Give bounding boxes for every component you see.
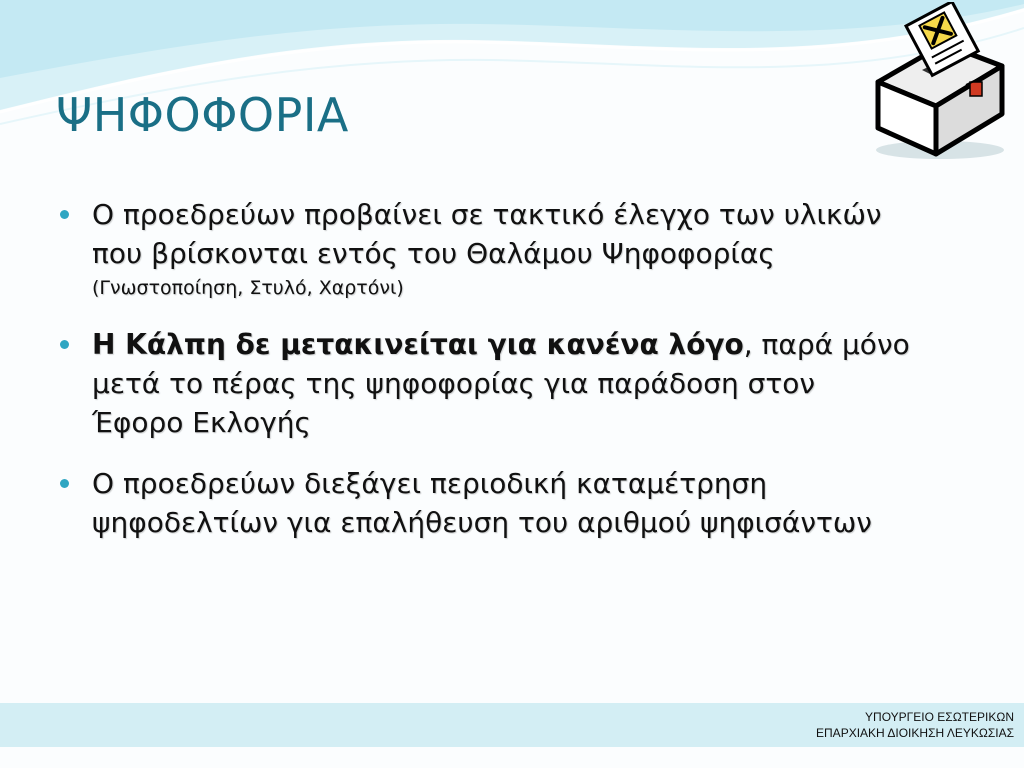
bullet-2-line-2: μετά το πέρας της ψηφοφορίας για παράδοση στον: [92, 367, 815, 400]
bullet-1-note: (Γνωστοποίηση, Στυλό, Χαρτόνι): [92, 277, 404, 299]
bullet-item-2: [60, 325, 980, 442]
footer-ministry: ΥΠΟΥΡΓΕΙΟ ΕΣΩΤΕΡΙΚΩΝ: [865, 710, 1014, 724]
footer-district: ΕΠΑΡΧΙΑΚΗ ΔΙΟΙΚΗΣΗ ΛΕΥΚΩΣΙΑΣ: [816, 726, 1014, 740]
bullet-3-line-1: Ο προεδρεύων διεξάγει περιοδική καταμέτρηση: [92, 467, 768, 500]
bullet-3-line-2: ψηφοδελτίων για επαλήθευση του αριθμού ψηφισάντων: [92, 506, 872, 539]
footer-text: [816, 709, 1014, 741]
ballot-box-icon: [852, 2, 1012, 162]
bullet-icon: [60, 210, 69, 219]
slide-title: ΨΗΦΟΦΟΡΙΑ: [56, 88, 349, 142]
bullet-list: [60, 195, 980, 564]
bullet-item-3: [60, 464, 980, 542]
bullet-2-line-1: [92, 325, 980, 364]
bullet-2-line-3: Έφορο Εκλογής: [92, 406, 311, 439]
footer-band: [0, 703, 1024, 747]
bullet-1-line-1: Ο προεδρεύων προβαίνει σε τακτικό έλεγχο των υλικών: [92, 198, 882, 231]
bullet-2-emphasis: Η Κάλπη δε μετακινείται για κανένα λόγο: [92, 328, 744, 361]
bullet-item-1: [60, 195, 980, 303]
bullet-2-line-1-rest: , παρά μόνο: [743, 328, 910, 361]
bullet-1-line-2: που βρίσκονται εντός του Θαλάμου Ψηφοφορίας: [92, 237, 775, 270]
bullet-icon: [60, 479, 69, 488]
bullet-icon: [60, 340, 69, 349]
